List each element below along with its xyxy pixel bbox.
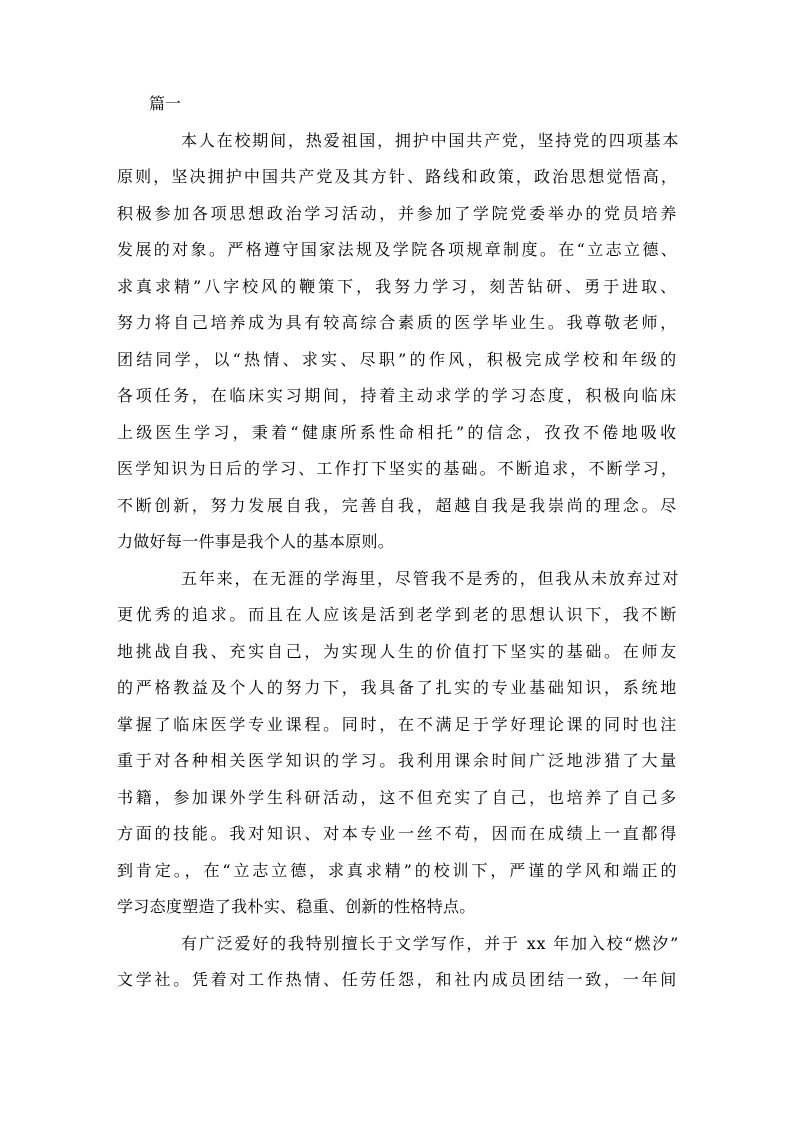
text-line: 原则，坚决拥护中国共产党及其方针、路线和政策，政治思想觉悟高，	[117, 167, 679, 186]
text-line: 五年来，在无涯的学海里，尽管我不是秀的，但我从未放弃过对	[181, 568, 679, 588]
paragraph-1	[117, 123, 679, 561]
text-line: 文学社。凭着对工作热情、任劳任怨，和社内成员团结一致，一年间	[117, 970, 679, 989]
text-line: 力做好每一件事是我个人的基本原则。	[117, 532, 395, 551]
text-line: 不断创新，努力发展自我，完善自我，超越自我是我崇尚的理念。尽	[117, 495, 679, 515]
text-line: 各项任务，在临床实习期间，持着主动求学的学习态度，积极向临床	[117, 386, 679, 405]
document-body	[117, 86, 679, 999]
text-line: 本人在校期间，热爱祖国，拥护中国共产党，坚持党的四项基本	[181, 130, 679, 150]
text-line: 的严格教益及个人的努力下，我具备了扎实的专业基础知识，系统地	[117, 678, 679, 697]
text-line: 努力将自己培养成为具有较高综合素质的医学毕业生。我尊敬老师，	[117, 313, 679, 332]
text-line: 上级医生学习，秉着“健康所系性命相托”的信念，孜孜不倦地吸收	[117, 422, 679, 442]
text-line: 团结同学，以“热情、求实、尽职”的作风，积极完成学校和年级的	[117, 349, 679, 369]
text-line: 方面的技能。我对知识、对本专业一丝不苟，因而在成绩上一直都得	[117, 824, 679, 843]
paragraph-2	[117, 561, 679, 926]
text-line: 有广泛爱好的我特别擅长于文学写作，并于 xx 年加入校“燃汐”	[181, 933, 679, 953]
text-line: 重于对各种相关医学知识的学习。我利用课余时间广泛地涉猎了大量	[117, 751, 679, 770]
text-line: 更优秀的追求。而且在人应该是活到老学到老的思想认识下，我不断	[117, 605, 679, 624]
text-line: 学习态度塑造了我朴实、稳重、创新的性格特点。	[117, 897, 476, 916]
text-line: 到肯定。，在“立志立德，求真求精”的校训下，严谨的学风和端正的	[117, 860, 679, 880]
text-line: 发展的对象。严格遵守国家法规及学院各项规章制度。在“立志立德、	[117, 240, 679, 259]
text-line: 书籍，参加课外学生科研活动，这不但充实了自己，也培养了自己多	[117, 787, 679, 807]
text-line: 求真求精”八字校风的鞭策下，我努力学习，刻苦钻研、勇于进取、	[117, 276, 679, 296]
paragraph-3	[117, 926, 679, 999]
text-line: 地挑战自我、充实自己，为实现人生的价值打下坚实的基础。在师友	[117, 641, 679, 661]
section-heading: 篇一	[149, 94, 182, 113]
text-line: 掌握了临床医学专业课程。同时，在不满足于学好理论课的同时也注	[117, 714, 679, 734]
text-line: 积极参加各项思想政治学习活动，并参加了学院党委举办的党员培养	[117, 203, 679, 223]
text-line: 医学知识为日后的学习、工作打下坚实的基础。不断追求，不断学习，	[117, 459, 679, 478]
